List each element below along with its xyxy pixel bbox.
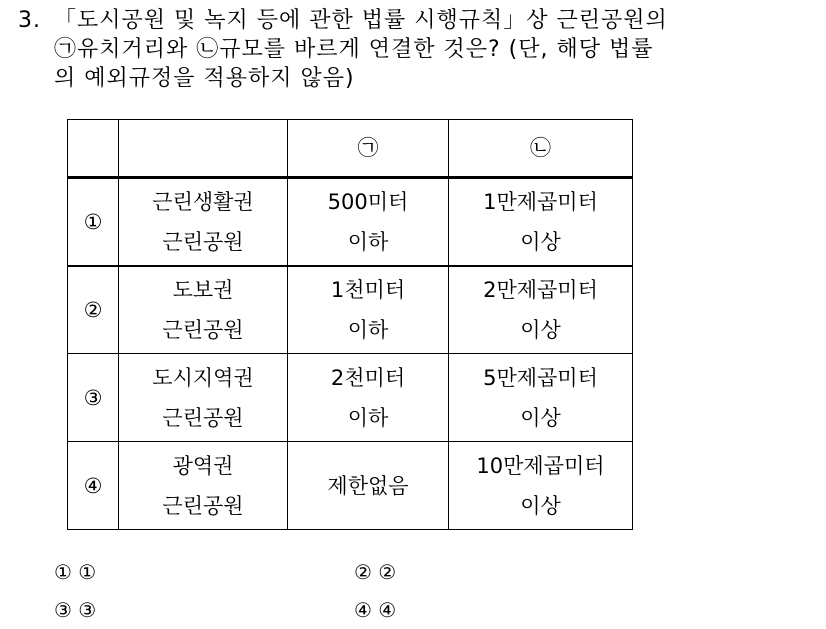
park-type-line: 근린공원 [162, 317, 244, 342]
option-marker: ④ [354, 598, 372, 622]
table-row [68, 442, 633, 530]
distance-cell [288, 178, 449, 266]
distance-cell [288, 266, 449, 354]
answer-option-3[interactable] [54, 591, 96, 629]
distance-line: 제한없음 [327, 473, 409, 498]
size-line: 이상 [520, 317, 561, 342]
answer-option-2[interactable] [354, 553, 396, 591]
answer-option-4[interactable] [354, 591, 396, 629]
distance-line: 이하 [347, 317, 389, 342]
distance-line: 1천미터 [330, 277, 406, 302]
row-number: ③ [68, 354, 119, 442]
size-cell [449, 266, 633, 354]
header-cell-distance: ㉠ [288, 120, 449, 178]
park-type-line: 근린공원 [162, 405, 244, 430]
park-type-line: 근린공원 [162, 493, 244, 518]
distance-line: 이하 [347, 405, 389, 430]
option-value: ④ [378, 598, 397, 622]
header-cell-size: ㉡ [449, 120, 633, 178]
answer-option-1[interactable] [54, 553, 96, 591]
distance-line: 500미터 [327, 189, 409, 214]
option-value: ② [378, 560, 397, 584]
row-number: ④ [68, 442, 119, 530]
table-row [68, 178, 633, 266]
size-line: 이상 [520, 229, 561, 254]
park-type-cell [119, 178, 288, 266]
row-number: ① [68, 178, 119, 266]
park-type-cell [119, 442, 288, 530]
table-header-row [68, 120, 633, 178]
distance-line: 이하 [347, 229, 389, 254]
table-row [68, 266, 633, 354]
size-line: 5만제곱미터 [483, 365, 598, 390]
size-cell [449, 442, 633, 530]
option-marker: ③ [54, 598, 72, 622]
question-text-1: 「도시공원 및 녹지 등에 관한 법률 시행규칙」상 근린공원의 [54, 8, 668, 33]
row-number: ② [68, 266, 119, 354]
option-marker: ① [54, 560, 72, 584]
distance-line: 2천미터 [330, 365, 406, 390]
park-type-cell [119, 354, 288, 442]
park-type-line: 근린공원 [162, 229, 244, 254]
question-block [18, 6, 818, 93]
size-line: 1만제곱미터 [483, 189, 598, 214]
size-cell [449, 354, 633, 442]
size-line: 2만제곱미터 [483, 277, 598, 302]
distance-cell [288, 442, 449, 530]
question-line-1 [18, 6, 818, 35]
distance-cell [288, 354, 449, 442]
size-line: 이상 [520, 405, 561, 430]
park-type-cell [119, 266, 288, 354]
size-line: 이상 [520, 493, 561, 518]
table-row [68, 354, 633, 442]
option-marker: ② [354, 560, 372, 584]
header-cell-num [68, 120, 119, 178]
answer-table [67, 119, 633, 530]
question-line-3: 의 예외규정을 적용하지 않음) [54, 66, 355, 91]
question-line-2: ㉠유치거리와 ㉡규모를 바르게 연결한 것은? (단, 해당 법률 [54, 37, 654, 62]
question-number: 3. [18, 8, 41, 33]
park-type-line: 도시지역권 [152, 365, 254, 390]
park-type-line: 도보권 [172, 277, 234, 302]
park-type-line: 광역권 [172, 453, 234, 478]
size-cell [449, 178, 633, 266]
park-type-line: 근린생활권 [152, 189, 254, 214]
size-line: 10만제곱미터 [476, 453, 605, 478]
option-value: ① [78, 560, 97, 584]
header-cell-type [119, 120, 288, 178]
option-value: ③ [78, 598, 97, 622]
